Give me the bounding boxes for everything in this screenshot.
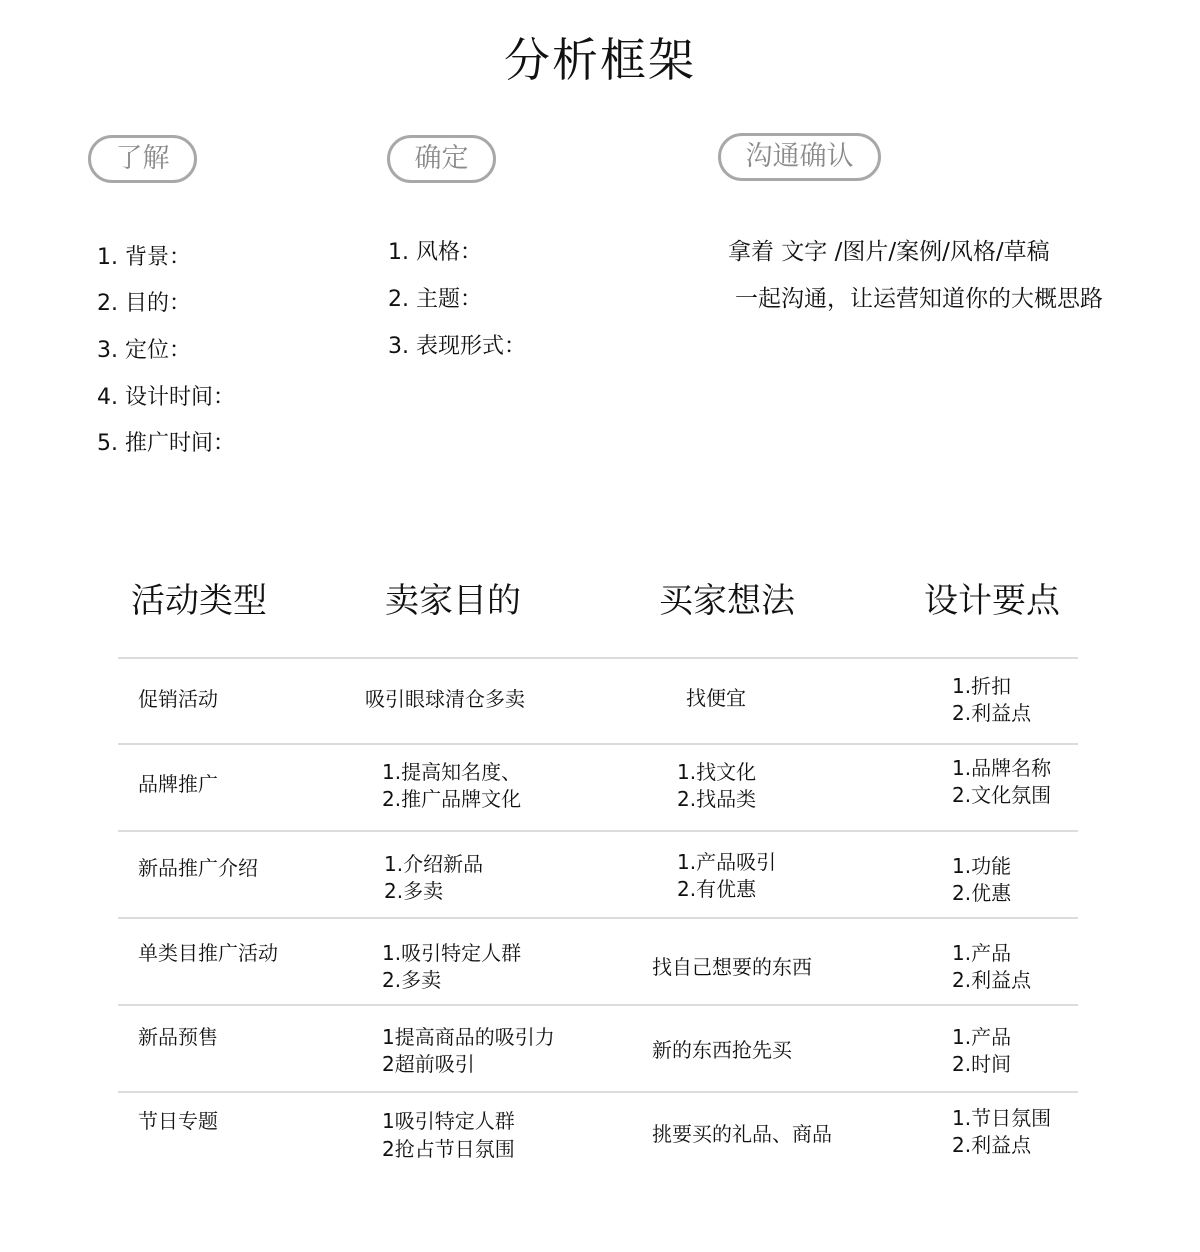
cell-seller-goal: 1.介绍新品 [384,852,484,876]
cell-seller-goal: 1提高商品的吸引力 [382,1025,555,1049]
pill-communicate: 沟通确认 [718,133,881,181]
cell-buyer-idea: 1.找文化 [677,760,757,784]
cell-design-point: 1.品牌名称 [952,756,1052,780]
table-header: 活动类型 [131,581,267,621]
understand-item: 2. 目的： [97,291,191,316]
cell-design-point: 2.利益点 [952,1133,1032,1157]
cell-seller-goal: 2.多卖 [382,968,442,992]
table-divider [118,657,1078,659]
table-divider [118,1091,1078,1093]
cell-design-point: 1.功能 [952,854,1012,878]
table-header: 卖家目的 [385,581,521,621]
cell-design-point: 2.时间 [952,1052,1012,1076]
cell-design-point: 2.利益点 [952,968,1032,992]
communicate-line: 拿着 文字 /图片/案例/风格/草稿 [728,239,1050,265]
cell-seller-goal: 2超前吸引 [382,1052,475,1076]
understand-item: 4. 设计时间： [97,385,235,410]
confirm-item: 2. 主题： [388,287,482,312]
cell-buyer-idea: 找自己想要的东西 [652,955,812,979]
understand-item: 3. 定位： [97,338,191,363]
cell-seller-goal: 吸引眼球清仓多卖 [365,687,525,711]
cell-design-point: 1.节日氛围 [952,1106,1052,1130]
cell-activity-type: 单类目推广活动 [138,941,278,965]
confirm-item: 3. 表现形式： [388,334,526,359]
cell-buyer-idea: 2.有优惠 [677,877,757,901]
cell-seller-goal: 1.提高知名度、 [382,760,522,784]
cell-seller-goal: 1吸引特定人群 [382,1109,515,1133]
cell-buyer-idea: 1.产品吸引 [677,850,777,874]
cell-activity-type: 品牌推广 [138,772,218,796]
cell-design-point: 1.产品 [952,1025,1012,1049]
cell-seller-goal: 2.多卖 [384,879,444,903]
table-header: 买家想法 [659,581,795,621]
communicate-line: 一起沟通，让运营知道你的大概思路 [735,286,1103,312]
cell-activity-type: 促销活动 [138,687,218,711]
cell-seller-goal: 1.吸引特定人群 [382,941,522,965]
cell-design-point: 1.产品 [952,941,1012,965]
cell-seller-goal: 2抢占节日氛围 [382,1137,515,1161]
cell-buyer-idea: 新的东西抢先买 [652,1038,792,1062]
cell-seller-goal: 2.推广品牌文化 [382,787,522,811]
cell-buyer-idea: 2.找品类 [677,787,757,811]
pill-confirm: 确定 [387,135,496,183]
cell-buyer-idea: 挑要买的礼品、商品 [652,1122,832,1146]
understand-item: 1. 背景： [97,245,191,270]
confirm-item: 1. 风格： [388,240,482,265]
cell-activity-type: 新品推广介绍 [138,856,258,880]
table-divider [118,1004,1078,1006]
cell-design-point: 1.折扣 [952,674,1012,698]
cell-design-point: 2.优惠 [952,881,1012,905]
cell-design-point: 2.文化氛围 [952,783,1052,807]
cell-activity-type: 节日专题 [138,1109,218,1133]
table-header: 设计要点 [924,581,1060,621]
understand-item: 5. 推广时间： [97,431,235,456]
cell-buyer-idea: 找便宜 [686,686,746,710]
pill-understand: 了解 [88,135,197,183]
cell-design-point: 2.利益点 [952,701,1032,725]
cell-activity-type: 新品预售 [138,1025,218,1049]
table-divider [118,743,1078,745]
page-title: 分析框架 [504,33,696,87]
table-divider [118,830,1078,832]
table-divider [118,917,1078,919]
